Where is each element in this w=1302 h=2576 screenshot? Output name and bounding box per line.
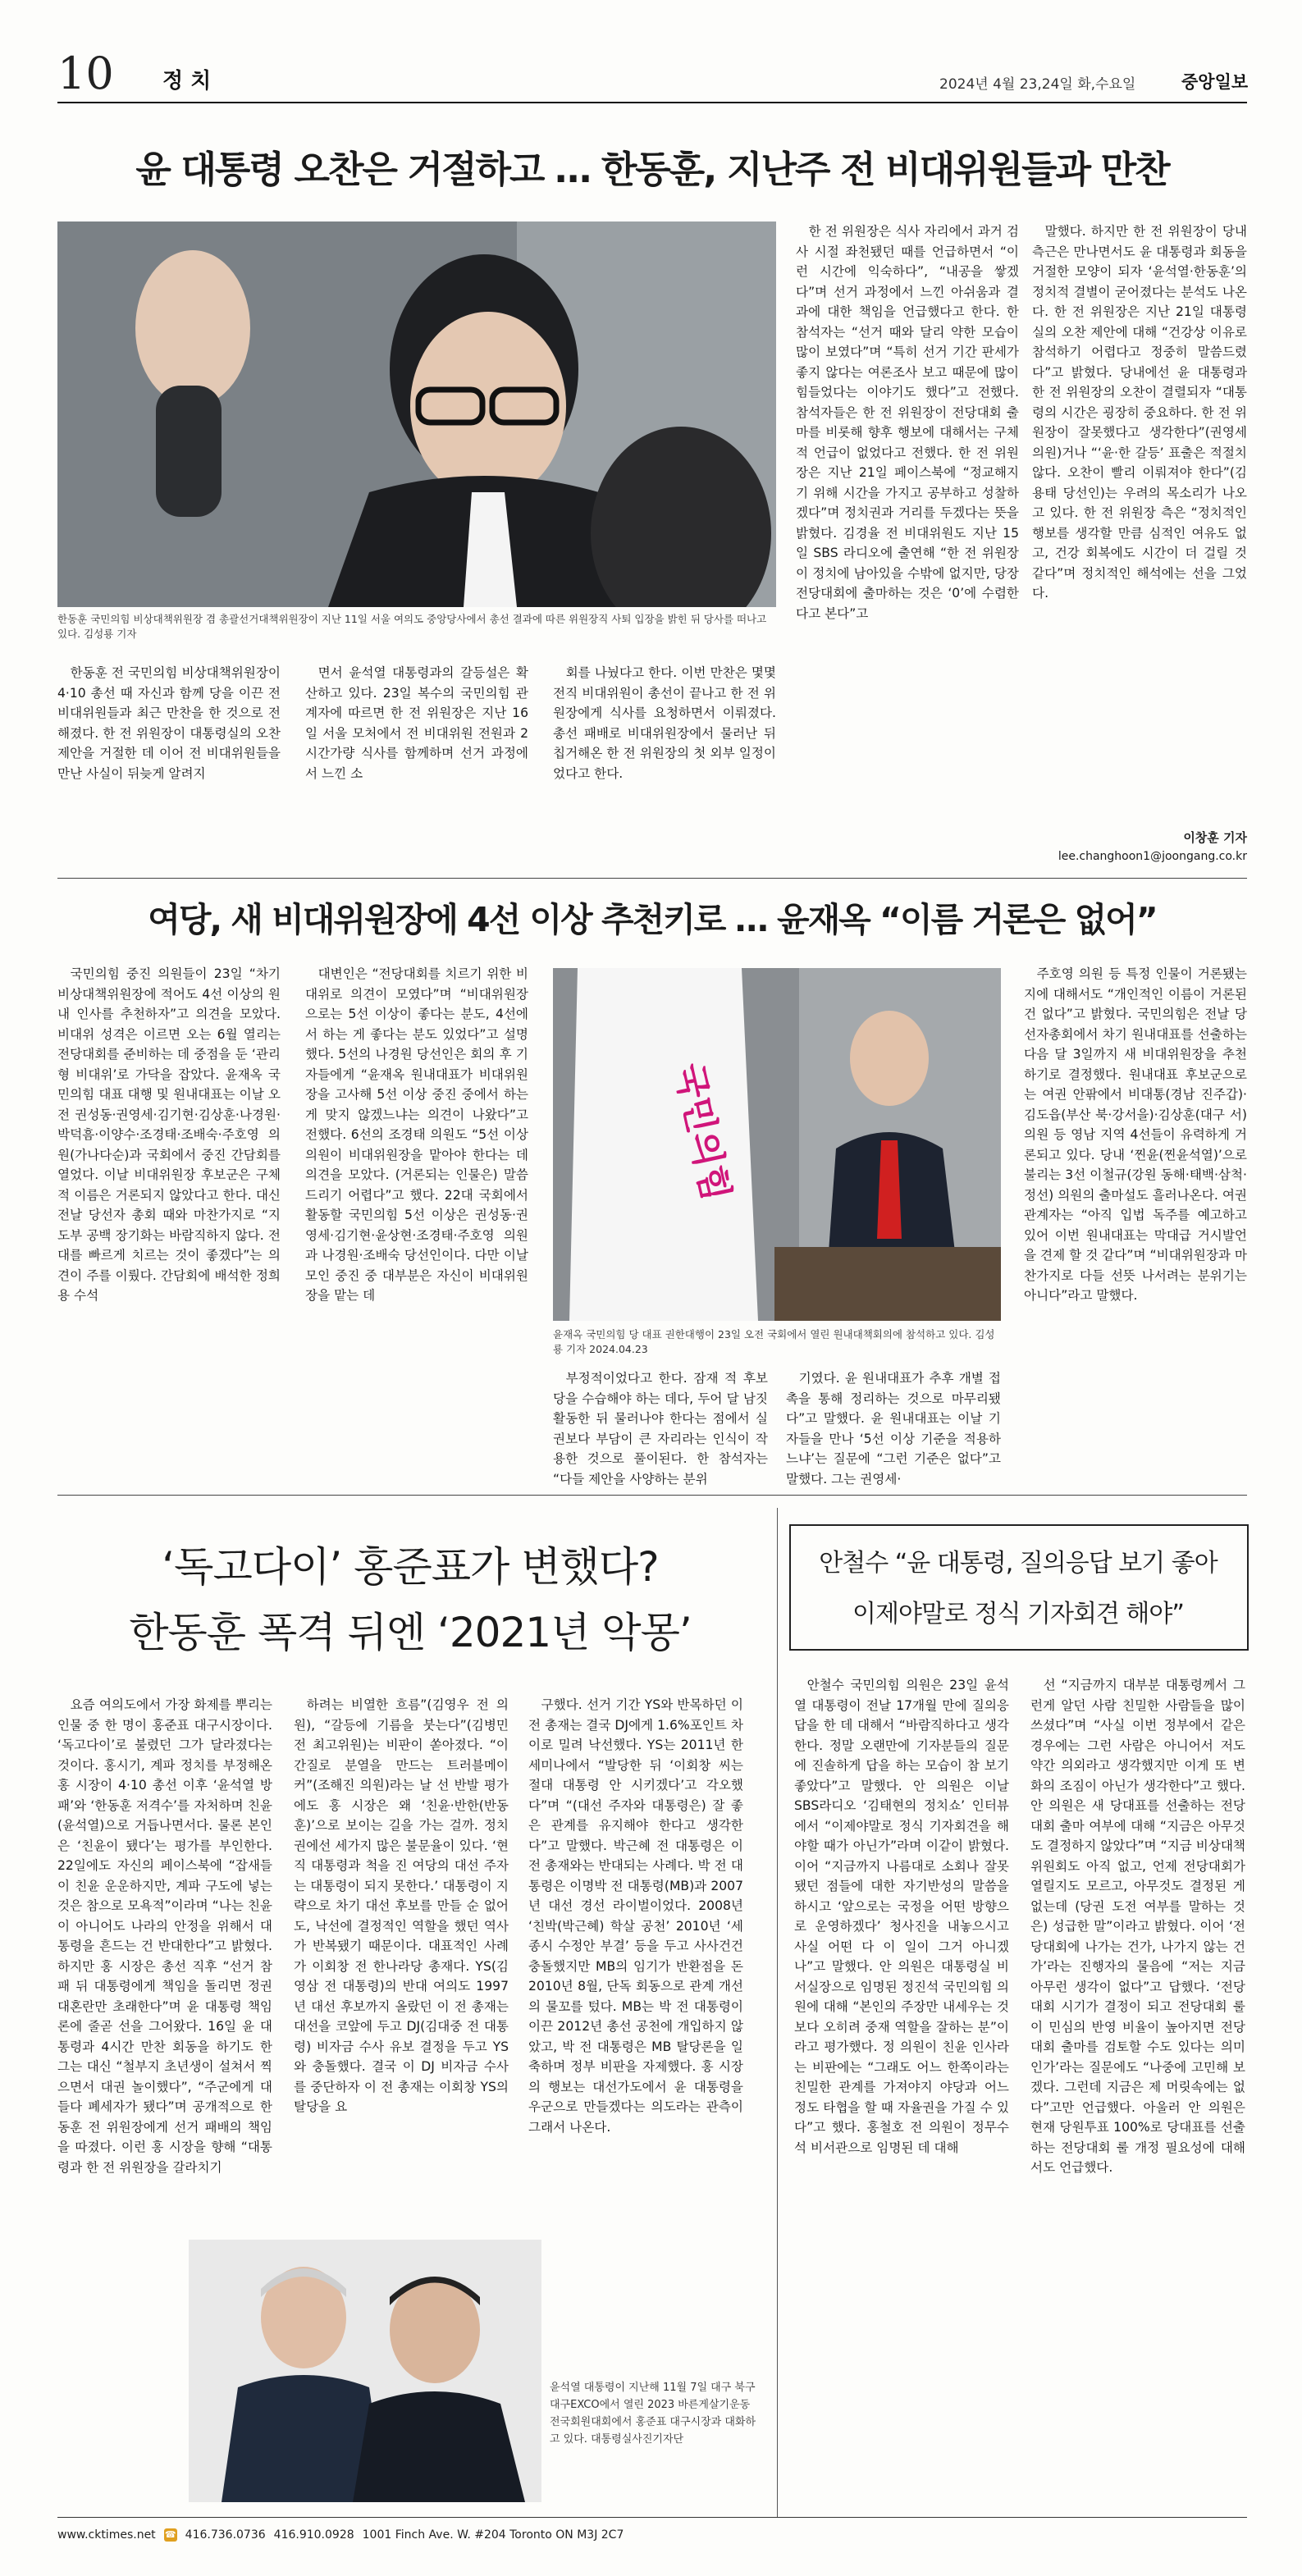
footer-website[interactable]: www.cktimes.net (57, 2528, 156, 2542)
divider-2 (57, 1495, 1247, 1496)
story3-caption: 윤석열 대통령이 지난해 11월 7일 대구 북구 대구EXCO에서 열린 2023 바른게살기운동 전국회원대회에서 홍준표 대구시장과 대화하고 있다. 대통령실사진기자단 (550, 2382, 756, 2446)
divider-vertical (777, 1508, 778, 2517)
phone-icon: ☎ (164, 2529, 176, 2540)
story3-headline-1: ‘독고다이’ 홍준표가 변했다? (162, 1543, 659, 1591)
story1-headline: 윤 대통령 오찬은 거절하고 … 한동훈, 지난주 전 비대위원들과 만찬 (135, 148, 1169, 191)
story1-col5: 말했다. 하지만 한 전 위원장이 당내 측근은 만나면서도 윤 대통령과 회동을 거절한 모양이 되자 ‘윤석열·한동훈’의 정치적 결별이 굳어졌다는 분석도 나온다. 한 전 위원장은 지난 21일 대통령실의 오찬 제안에 대해 “건강상 이유로 참석하기 어렵다고 정중히 말씀드렸다”고 밝혔다. 당내에선 윤 대통령과 한 전 위원장의 오찬이 결렬되자 “대통령의 시간은 굉장히 중요하다. 한 전 위원장이 잘못했다고 생각한다”(권영세 의원)거나 “‘윤·한 갈등’ 표출은 적절치 않다. 오찬이 빨리 이뤄져야 한다”(김용태 당선인)는 우려의 목소리가 나오고 있다. 한 전 위원장 측은 “정치적인 행보를 생각할 만큼 심적인 여유도 없고, 건강 회복에도 시간이 더 걸릴 것 같다”며 정치적인 해석에는 선을 그었다. (1032, 224, 1247, 601)
page-number: 10 (57, 48, 114, 99)
header-rule (57, 102, 1247, 103)
story1-col3: 회를 나눴다고 한다. 이번 만찬은 몇몇 전직 비대위원이 총선이 끝나고 한 전 위원장에게 식사를 요청하면서 이뤄졌다. 총선 패배로 비대위원장에서 물러난 뒤 칩거해온 한 전 위원장의 첫 외부 일정이었다고 한다. (553, 665, 776, 781)
footer (57, 2525, 624, 2545)
story1-byline: 이창훈 기자 (1183, 830, 1247, 845)
story1-caption: 한동훈 국민의힘 비상대책위원장 겸 총괄선거대책위원장이 지난 11일 서울 여의도 중앙당사에서 총선 결과에 따른 위원장직 사퇴 입장을 밝힌 뒤 당사를 떠나고 있다. 김성룡 기자 (57, 613, 767, 640)
footer-rule (57, 2517, 1247, 2518)
story1-col2: 면서 윤석열 대통령과의 갈등설은 확산하고 있다. 23일 복수의 국민의힘 관계자에 따르면 한 전 위원장은 지난 16일 서울 모처에서 전 비대위원 전원과 2시간가량 식사를 함께하며 선거 과정에서 느낀 소 (305, 665, 528, 781)
story2-col1: 국민의힘 중진 의원들이 23일 “차기 비상대책위원장에 적어도 4선 이상의 원내 인사를 추천하자”고 의견을 모았다. 비대위 성격은 이르면 오는 6월 열리는 전당대회를 준비하는 데 중점을 둔 ‘관리형 비대위’로 가닥을 잡았다. 윤재옥 국민의힘 대표 대행 및 원내대표는 이날 오전 권성동·권영세·김기현·김상훈·나경원·박덕흠·이양수·조경태·조배숙·주호영 의원(가나다순)과 국회에서 중진 간담회를 열었다. 이날 비대위원장 후보군은 구체적 이름은 거론되지 않았다고 한다. 대신 전날 당선자 총회 때와 마찬가지로 “지도부 공백 장기화는 바람직하지 않다. 전대를 빠르게 치르는 것이 좋겠다”는 의견이 주를 이뤘다. 간담회에 배석한 정희용 수석 (57, 966, 281, 1303)
story2-col5: 주호영 의원 등 특정 인물이 거론됐는지에 대해서도 “개인적인 이름이 거론된 건 없다”고 밝혔다. 국민의힘은 전날 당선자총회에서 차기 원내대표를 선출하는 다음 달 3일까지 새 비대위원장을 추천하기로 결정했다. 원내대표 후보군으로는 여권 안팎에서 비대통(경남 진주갑)·김도읍(부산 북·강서을)·김상훈(대구 서) 의원 등 영남 지역 4선들이 유력하게 거론되고 있다. 당내 ‘찐윤(찐윤석열)’으로 불리는 3선 이철규(강원 동해·태백·삼척·정선) 의원의 출마설도 흘러나온다. 여권 관계자는 “아직 입법 독주를 예고하고 있어 이번 원내대표는 막대급 거시발언을 견제 할 것 같다”며 “비대위원장과 마찬가지로 다들 선뜻 나서려는 분위기는 아니다”라고 말했다. (1024, 966, 1247, 1303)
story3-headline-2: 한동훈 폭격 뒤엔 ‘2021년 악몽’ (129, 1609, 692, 1656)
story3-col1: 요즘 여의도에서 가장 화제를 뿌리는 인물 중 한 명이 홍준표 대구시장이다. ‘독고다이’로 불렸던 그가 달라졌다는 것이다. 홍시기, 계파 정치를 부정해온 홍 시장이 4·10 총선 이후 ‘윤석열 방패’와 ‘한동훈 저격수’를 자처하며 친윤(윤석열)으로 거듭나면서다. 물론 본인은 ‘친윤이 됐다’는 평가를 부인한다. 22일에도 자신의 페이스북에 “잡새들이 친윤 운운하지만, 계파 구도에 넣는 것은 참으로 모욕적”이라며 “나는 친윤이 아니어도 나라의 안정을 위해서 대통령을 흔드는 건 반대한다”고 밝혔다. 하지만 홍 시장은 총선 직후 “선거 참패 뒤 대통령에게 책임을 돌리면 정권 대혼란만 초래한다”며 윤 대통령 책임론에 줄곧 선을 그어왔다. 16일 윤 대통령과 4시간 만찬 회동을 하기도 한 그는 대신 “철부지 초년생이 설쳐서 찍으면서 대권 놀이했다”, “주군에게 대들다 폐세자가 됐다”며 공개적으로 한동훈 전 위원장에게 선거 패배의 책임을 따졌다. 이런 홍 시장을 향해 “대통령과 한 전 위원장을 갈라치기 (57, 1697, 272, 2175)
story3-photo (189, 2240, 541, 2502)
divider-1 (57, 878, 1247, 879)
person-illustration (57, 222, 776, 607)
story3-col3: 구했다. 선거 기간 YS와 반목하던 이 전 총재는 결국 DJ에게 1.6%포인트 차이로 밀려 낙선했다. YS는 2011년 한 세미나에서 “발당한 뒤 ‘이회창 씨는 절대 대통령 안 시키겠다’고 각오했다”며 “(대선 주자와 대통령은) 잘 좋은 관계를 유지해야 한다고 생각한다”고 말했다. 박근혜 전 대통령은 이 전 총재와는 반대되는 사례다. 박 전 대통령은 이명박 전 대통령(MB)과 2007년 대선 경선 라이벌이었다. 2008년 ‘친박(박근혜) 학살 공천’ 2010년 ‘세종시 수정안 부결’ 등을 두고 사사건건 충돌했지만 MB의 임기가 반환점을 돈 2010년 8월, 단독 회동으로 관계 개선의 물꼬를 텄다. MB는 박 전 대통령이 이끈 2012년 총선 공천에 개입하지 않았고, 박 전 대통령은 MB 탈당론을 일축하며 정부 비판을 자제했다. 홍 시장의 행보는 대선가도에서 윤 대통령을 우군으로 만들겠다는 의도라는 관측이 그래서 나온다. (528, 1697, 743, 2135)
story1-col1: 한동훈 전 국민의힘 비상대책위원장이 4·10 총선 때 자신과 함께 당을 이끈 전 비대위원들과 최근 만찬을 한 것으로 전해졌다. 한 전 위원장이 대통령실의 오찬 제안을 거절한 데 이어 전 비대위원들을 만난 사실이 뒤늦게 알려지 (57, 665, 281, 781)
meeting-illustration (189, 2240, 541, 2502)
footer-phone-1: 416.736.0736 (185, 2528, 266, 2542)
story3-col2: 하려는 비열한 흐름”(김영우 전 의원), “갈등에 기름을 붓는다”(김병민 전 최고위원)는 비판이 쏟아졌다. “이간질로 분열을 만드는 트러블메이커”(조해진 의원)라는 날 선 반발 평가에도 홍 시장은 왜 ‘친윤·반한(반동훈)’으로 보이는 길을 가는 걸까. 정치권에선 세가지 많은 불문율이 있다. ‘현직 대통령과 척을 진 여당의 대선 주자는 대통령이 되지 못한다.’ 대통령이 지략으로 차기 대선 후보를 만들 순 없어도, 낙선에 결정적인 역할을 했던 역사가 반복됐기 때문이다. 대표적인 사례가 이회창 전 한나라당 총재다. YS(김영삼 전 대통령)의 반대 여의도 1997년 대선 후보까지 올랐던 이 전 총재는 대선을 코앞에 두고 DJ(김대중 전 대통령) 비자금 수사 유보 결정을 두고 YS와 충돌했다. 결국 이 DJ 비자금 수사를 중단하자 이 전 총재는 이회창 YS의 탈당을 요 (294, 1697, 509, 2114)
story2-col4: 기였다. 윤 원내대표가 추후 개별 접촉을 통해 정리하는 것으로 마무리됐다”고 말했다. 윤 원내대표는 이날 기자들을 만나 ‘5선 이상 기준을 적용하느냐’는 질문에 “그런 기준은 없다”고 말했다. 그는 권영세· (786, 1371, 1001, 1487)
footer-phone-2: 416.910.0928 (273, 2528, 354, 2542)
story2-photo (553, 968, 1001, 1321)
story4-headline-2: 이제야말로 정식 기자회견 해야” (852, 1600, 1184, 1628)
story4-col2: 선 “지금까지 대부분 대통령께서 그런게 알던 사람 친밀한 사람들을 많이 쓰셨다”며 “사실 이번 정부에서 같은 경우에는 그런 사람은 아니어서 저도 약간 의외라고 생각했지만 이게 또 변화의 조짐이 아닌가 생각한다”고 했다. 안 의원은 새 당대표를 선출하는 전당대회 출마 여부에 대해 “지금은 아무것도 결정하지 않았다”며 “지금 비상대책위원회도 아직 없고, 언제 전당대회가 열릴지도 모르고, 아무것도 결정된 게 없는데 (당권 도전 여부를 말하는 것은) 성급한 말”이라고 밝혔다. 이어 ‘전당대회에 나가는 건가, 나가지 않는 건가’라는 진행자의 물음에 “저는 지금 아무런 생각이 없다”고 답했다. ‘전당대회 시기가 결정이 되고 전당대회 룰이 민심의 반영 비율이 높아지면 전당대회 출마를 검토할 수도 있다는 의미인가’라는 질문에도 “나중에 고민해 보겠다. 그런데 지금은 제 머릿속에는 없다”고만 언급했다. 아울러 안 의원은 현재 당원투표 100%로 당대표를 선출하는 전당대회 룰 개정 필요성에 대해서도 언급했다. (1030, 1678, 1245, 2175)
issue-date: 2024년 4월 23,24일 화,수요일 (939, 76, 1136, 93)
podium-illustration (553, 968, 1001, 1321)
paper-logo: 중앙일보 (1181, 71, 1249, 92)
story1-col4: 한 전 위원장은 식사 자리에서 과거 검사 시절 좌천됐던 때를 언급하면서 “이런 시간에 익숙하다”, “내공을 쌓겠다”며 선거 과정에서 느낀 아쉬움과 결과에 대한 책임을 언급했다고 한다. 한 참석자는 “선거 때와 달리 약한 모습이 많이 보였다”며 “특히 선거 기간 판세가 좋지 않다는 여론조사 보고 때문에 많이 힘들었다는 이야기도 했다”고 전했다. 참석자들은 한 전 위원장이 전당대회 출마를 비롯해 향후 행보에 대해서는 구체적 언급이 없었다고 전했다. 한 전 위원장은 지난 21일 페이스북에 “정교해지기 위해 시간을 가지고 공부하고 성찰하겠다”며 정치권과 거리를 두겠다는 뜻을 밝혔다. 김경율 전 비대위원도 지난 15일 SBS 라디오에 출연해 “한 전 위원장이 정치에 남아있을 수밖에 없지만, 당장 전당대회에 출마하는 것은 ‘0’에 수렴한다고 본다”고 (796, 224, 1019, 621)
story1-email: lee.changhoon1@joongang.co.kr (1058, 850, 1247, 863)
story1-photo (57, 222, 776, 607)
story4-col1: 안철수 국민의힘 의원은 23일 윤석열 대통령이 전날 17개월 만에 질의응답을 한 데 대해서 “바람직하다고 생각한다. 정말 오랜만에 기자분들의 질문에 진솔하게 답을 하는 모습이 참 보기 좋았다”고 말했다. 안 의원은 이날 SBS라디오 ‘김태현의 정치쇼’ 인터뷰에서 “이제야말로 정식 기자회견을 해야할 때가 아닌가”라며 이같이 밝혔다. 이어 “지금까지 나름대로 소회나 잘못됐던 점들에 대한 자기반성의 말씀을 하시고 ‘앞으로는 국정을 어떤 방향으로 운영하겠다’ 청사진을 내놓으시고 사실 어떤 다 이 일이 그거 아니겠나”고 말했다. 안 의원은 대통령실 비서실장으로 임명된 정진석 국민의힘 의원에 대해 “본인의 주장만 내세우는 것보다 오히려 중재 역할을 잘하는 분”이라고 평가했다. 정 의원이 친윤 인사라는 비판에는 “그래도 어느 한쪽이라는 친밀한 관계를 가져야지 야당과 어느 정도 타협을 할 때 자율권을 가질 수 있다”고 했다. 홍철호 전 의원이 정무수석 비서관으로 임명된 데 대해 (794, 1678, 1009, 2155)
footer-address: 1001 Finch Ave. W. #204 Toronto ON M3J 2C7 (362, 2528, 624, 2542)
story4-headline-1: 안철수 “윤 대통령, 질의응답 보기 좋아 (819, 1549, 1217, 1578)
sign-text: 국민의힘 (667, 1059, 738, 1205)
section-name: 정 치 (162, 69, 212, 94)
story2-col2: 대변인은 “전당대회를 치르기 위한 비대위로 의견이 모였다”며 “비대위원장으로는 5선 이상이 좋다는 분도, 4선에서 하는 게 좋다는 분도 있었다”고 설명했다. 5선의 나경원 당선인은 회의 후 기자들에게 “윤재옥 원내대표가 비대위원장을 고사해 5선 이상 중진 중에서 하는 게 맞지 않겠느냐는 의견이 나왔다”고 전했다. 6선의 조경태 의원도 “5선 이상 의원이 비대위원장을 맡아야 한다는 데 의견을 모았다. (거론되는 인물은) 말씀드리기 어렵다”고 했다. 22대 국회에서 활동할 국민의힘 5선 이상은 권성동·권영세·김기현·윤상현·조경태·주호영 의원과 나경원·조배숙 당선인이다. 다만 이날 모인 중진 중 대부분은 자신이 비대위원장을 맡는 데 (305, 966, 528, 1303)
story2-col3: 부정적이었다고 한다. 잠재 적 후보 당을 수습해야 하는 데다, 두어 달 남짓 활동한 뒤 물러나야 한다는 점에서 실권보다 부담이 큰 자리라는 인식이 작용한 것으로 풀이된다. 한 참석자는 “다들 제안을 사양하는 분위 (553, 1371, 768, 1487)
story2-headline: 여당, 새 비대위원장에 4선 이상 추천키로 … 윤재옥 “이름 거론은 없어” (148, 900, 1157, 939)
story2-caption: 윤재옥 국민의힘 당 대표 권한대행이 23일 오전 국회에서 열린 원내대책회의에 참석하고 있다. 김성룡 기자 2024.04.23 (553, 1328, 995, 1355)
